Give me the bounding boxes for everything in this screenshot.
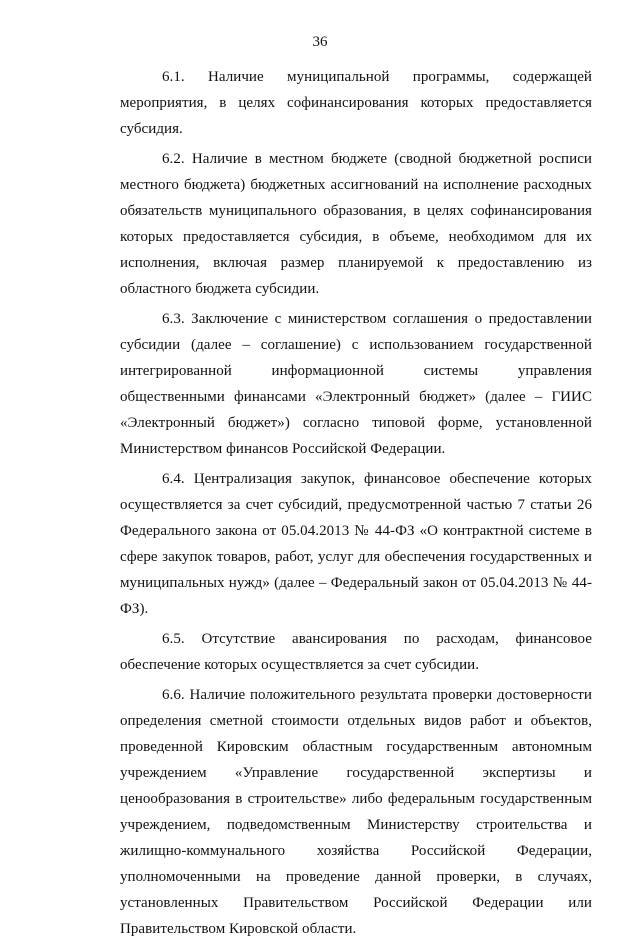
document-body (120, 64, 592, 946)
paragraph-6-3: 6.3. Заключение с министерством соглашения о предоставлении субсидии (далее – соглашение) с использованием государственной интегрированной информационной системы управления общественными финансами «Электронный бюджет» (далее – ГИИС «Электронный бюджет») согласно типовой форме, установленной Министерством финансов Российской Федерации. (120, 311, 592, 457)
paragraph-6-5: 6.5. Отсутствие авансирования по расходам, финансовое обеспечение которых осуществляется за счет субсидии. (120, 631, 592, 673)
paragraph-6-4: 6.4. Централизация закупок, финансовое обеспечение которых осуществляется за счет субсидий, предусмотренной частью 7 статьи 26 Федерального закона от 05.04.2013 № 44-ФЗ «О контрактной системе в сфере закупок товаров, работ, услуг для обеспечения государственных и муниципальных нужд» (далее – Федеральный закон от 05.04.2013 № 44-ФЗ). (120, 471, 592, 617)
paragraph-6-6: 6.6. Наличие положительного результата проверки достоверности определения сметной стоимости отдельных видов работ и объектов, проведенной Кировским областным государственным автономным учреждением «Управление государственной экспертизы и ценообразования в строительстве» либо федеральным государственным учреждением, подведомственным Министерству строительства и жилищно-коммунального хозяйства Российской Федерации, уполномоченными на проведение данной проверки, в случаях, установленных Правительством Российской Федерации или Правительством Кировской области. (120, 687, 592, 937)
paragraph-6-1: 6.1. Наличие муниципальной программы, содержащей мероприятия, в целях софинансирования которых предоставляется субсидия. (120, 69, 592, 137)
page-number: 36 (312, 34, 328, 50)
paragraph-6-2: 6.2. Наличие в местном бюджете (сводной бюджетной росписи местного бюджета) бюджетных ассигнований на исполнение расходных обязательств муниципального образования, в целях софинансирования которых предоставляется субсидия, в объеме, необходимом для их исполнения, включая размер планируемой к предоставлению из областного бюджета субсидии. (120, 151, 592, 297)
